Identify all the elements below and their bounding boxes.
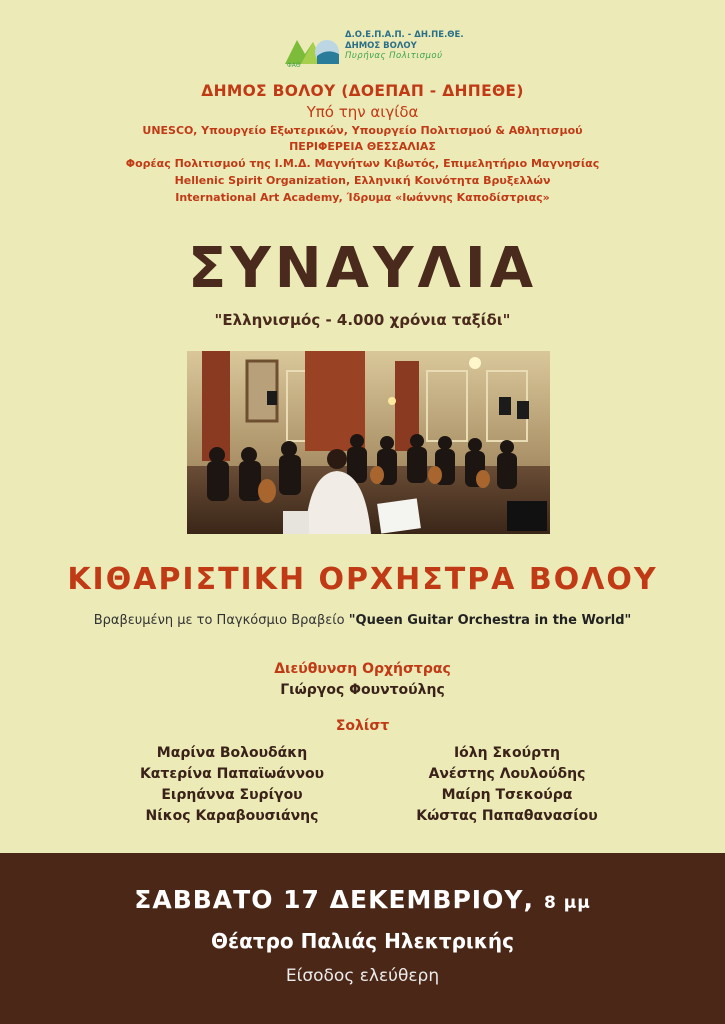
soloist-name: Ιόλη Σκούρτη bbox=[453, 745, 561, 761]
award-name: "Queen Guitar Orchestra in the World" bbox=[348, 613, 632, 628]
soloists-label: Σολίστ bbox=[335, 718, 390, 734]
soloist-name: Ειρηάννα Συρίγου bbox=[161, 787, 303, 803]
director-name: Γιώργος Φουντούλης bbox=[280, 682, 445, 698]
dhmos-volou-logo bbox=[283, 30, 473, 70]
soloists-right-column bbox=[367, 743, 647, 827]
patron-line: Φορέας Πολιτισμού της Ι.Μ.Δ. Μαγνήτων Κιβωτός, Επιμελητήριο Μαγνησίας bbox=[125, 157, 600, 170]
orchestra-photo bbox=[187, 351, 550, 534]
mountains-logo-icon bbox=[283, 34, 341, 68]
award-prefix: Βραβευμένη με το Παγκόσμιο Βραβείο bbox=[93, 613, 349, 628]
organizer-title: ΔΗΜΟΣ ΒΟΛΟΥ (ΔΟΕΠΑΠ - ΔΗΠΕΘΕ) bbox=[201, 82, 524, 100]
event-entry: Είσοδος ελεύθερη bbox=[285, 966, 440, 986]
logo-line-2: ΔΗΜΟΣ ΒΟΛΟΥ bbox=[345, 40, 417, 51]
concert-title: ΣΥΝΑΥΛΙΑ bbox=[187, 236, 538, 301]
patron-line: Hellenic Spirit Organization, Ελληνική Κοινότητα Βρυξελλών bbox=[174, 174, 551, 187]
soloist-name: Κατερίνα Παπαϊωάννου bbox=[139, 766, 325, 782]
director-label: Διεύθυνση Ορχήστρας bbox=[274, 661, 451, 677]
soloist-name: Μαρίνα Βολουδάκη bbox=[156, 745, 308, 761]
patron-line: UNESCO, Υπουργείο Εξωτερικών, Υπουργείο Πολιτισμού & Αθλητισμού bbox=[142, 124, 583, 137]
svg-text:ΦΑΘ: ΦΑΘ bbox=[287, 62, 301, 68]
patron-line: International Art Academy, Ίδρυμα «Ιωάννης Καποδίστριας» bbox=[175, 191, 550, 204]
event-time: 8 μμ bbox=[543, 893, 591, 913]
event-date bbox=[0, 885, 725, 914]
award-line bbox=[0, 613, 725, 628]
orchestra-name: ΚΙΘΑΡΙΣΤΙΚΗ ΟΡΧΗΣΤΡΑ ΒΟΛΟΥ bbox=[67, 562, 658, 597]
event-date-text: ΣΑΒΒΑΤΟ 17 ΔΕΚΕΜΒΡΙΟΥ, bbox=[134, 885, 534, 914]
soloist-name: Μαίρη Τσεκούρα bbox=[441, 787, 573, 803]
logo-line-1: Δ.Ο.Ε.Π.Α.Π. - ΔΗ.ΠΕ.ΘΕ. bbox=[345, 30, 464, 40]
concert-subtitle: "Ελληνισμός - 4.000 χρόνια ταξίδι" bbox=[214, 311, 511, 329]
soloist-name: Ανέστης Λουλούδης bbox=[428, 766, 586, 782]
patron-line: ΠΕΡΙΦΕΡΕΙΑ ΘΕΣΣΑΛΙΑΣ bbox=[289, 140, 436, 153]
aegis-label: Υπό την αιγίδα bbox=[306, 103, 419, 121]
event-venue: Θέατρο Παλιάς Ηλεκτρικής bbox=[210, 929, 515, 953]
logo-line-3: Πυρήνας Πολιτισμού bbox=[345, 51, 443, 61]
soloist-name: Νίκος Καραβουσιάνης bbox=[145, 808, 319, 824]
soloist-name: Κώστας Παπαθανασίου bbox=[416, 808, 598, 824]
soloists-left-column bbox=[92, 743, 372, 827]
